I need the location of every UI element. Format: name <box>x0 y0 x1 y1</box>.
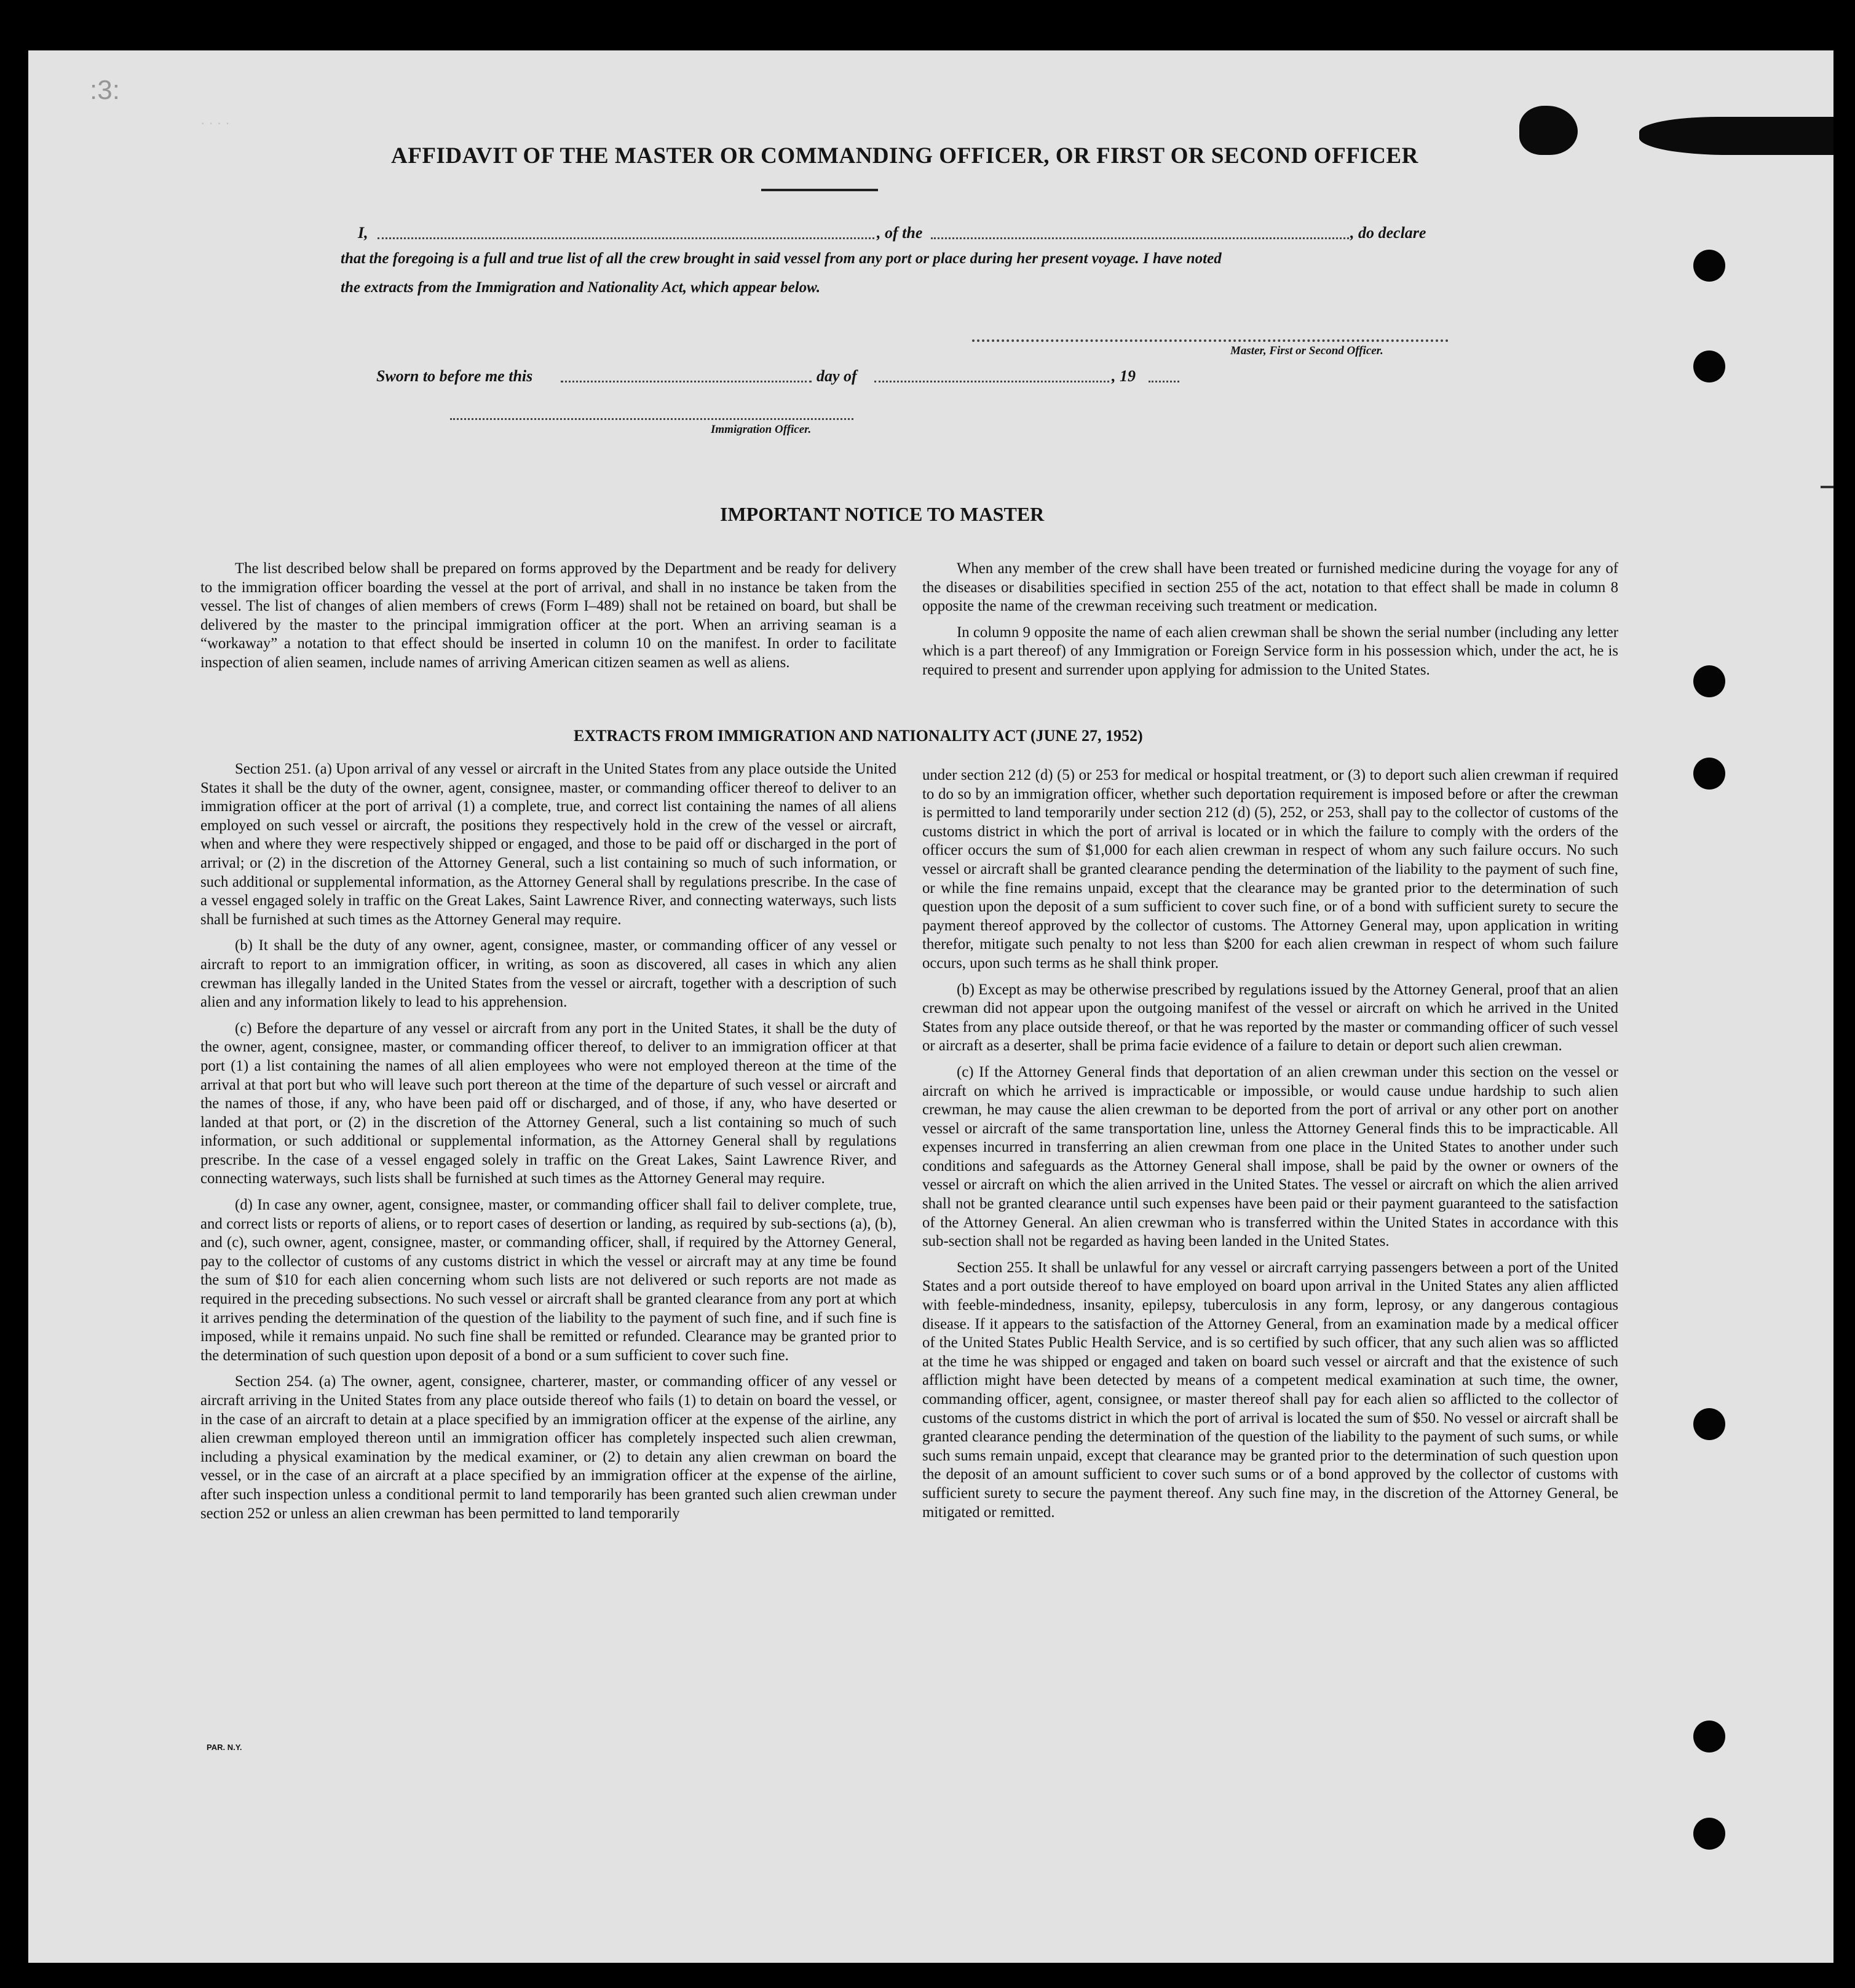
edge-tick-mark <box>1821 486 1833 488</box>
affidavit-statement-line1: that the foregoing is a full and true list of all the crew brought in said vessel from any port or place during her present voyage. I have noted <box>341 250 1222 267</box>
punch-hole <box>1693 1408 1725 1440</box>
punch-hole <box>1693 1721 1725 1752</box>
extract-paragraph: (c) Before the departure of any vessel or aircraft from any port in the United States, it shall be the duty of the owner, agent, consignee, master, or commanding officer thereof, to deliver to an immigration officer at that port (1) a list containing the names of all alien employees who were not employed thereon at the time of the arrival at that port but who will leave such port thereon at the time of the departure of such vessel or aircraft and the names of those, if any, who have been paid off or discharged, and of those, if any, who have deserted or landed at that port, or (2) in the discretion of the Attorney General, such a list containing so much of such information, or such additional or supplemental information, as the Attorney General shall by regulations prescribe. In the case of a vessel engaged solely in traffic on the Great Lakes, Saint Lawrence River, and connecting waterways, such lists shall be furnished at such times as the Attorney General may require. <box>200 1020 896 1187</box>
affidavit-title: AFFIDAVIT OF THE MASTER OR COMMANDING OFFICER, OR FIRST OR SECOND OFFICER <box>391 143 1418 168</box>
of-the-label: , of the <box>877 224 923 242</box>
declarant-name-line <box>378 237 874 239</box>
document-page <box>28 50 1833 1963</box>
extract-paragraph: (c) If the Attorney General finds that deportation of an alien crewman under this section on the vessel or aircraft on which he arrived is impracticable or impossible, or would cause undue hardship to such alien crewman, he may cause the alien crewman to be deported from the port of arrival or any other port on another vessel or aircraft of the same transportation line, unless the Attorney General finds this to be impracticable. All expenses incurred in transferring an alien crewman from one place in the United States to another under such conditions and safeguards as the Attorney General shall impose, shall be paid by the owner or owners of the vessel or aircraft on which the alien arrived in the United States. The vessel or aircraft on which the alien arrived shall not be granted clearance until such expenses have been paid or their payment guaranteed to the satisfaction of the Attorney General. An alien crewman who is transferred within the United States in accordance with this sub-section shall not be regarded as having been landed in the United States. <box>922 1063 1618 1250</box>
extract-paragraph: under section 212 (d) (5) or 253 for medical or hospital treatment, or (3) to deport such alien crewman if required to do so by an immigration officer, whether such deportation requirement is imposed before or after the crewman is permitted to land temporarily under section 212 (d) (5), 252, or 253, shall pay to the collector of customs of the customs district in which the port of arrival is located or in which the failure to comply with the orders of the officer occurs the sum of $1,000 for each alien crewman in respect of whom any such failure occurs. No such vessel or aircraft shall be granted clearance pending the determination of the liability to the payment of such fine, or while the fine remains unpaid, except that the clearance may be granted prior to the determination of such question upon the deposit of a sum sufficient to cover such fine, or of a bond with sufficient surety to secure the payment thereof approved by the collector of customs. The Attorney General may, upon application in writing therefor, mitigate such penalty to not less than $200 for each alien crewman in respect of whom such failure occurs, upon such terms as he shall think proper. <box>922 767 1618 972</box>
master-signature-line <box>972 339 1449 342</box>
sworn-month-line <box>874 381 1109 382</box>
printer-mark: PAR. N.Y. <box>207 1743 242 1752</box>
extract-paragraph: Section 251. (a) Upon arrival of any vessel or aircraft in the United States from any place outside the United States it shall be the duty of the owner, agent, consignee, master, or commanding officer thereof to deliver to an immigration officer at the port of arrival (1) a complete, true, and correct list containing the names of all aliens employed on such vessel or aircraft, the positions they respectively hold in the crew of the vessel or aircraft, when and where they were respectively shipped or engaged, and those to be paid off or discharged in the port of arrival; or (2) in the discretion of the Attorney General, such a list containing so much of such information, or such additional or supplemental information, as the Attorney General shall by regulations prescribe. In the case of a vessel engaged solely in traffic on the Great Lakes, Saint Lawrence River, and connecting waterways, such lists shall be furnished at such times as the Attorney General may require. <box>200 761 896 928</box>
day-of-label: day of <box>817 367 857 385</box>
title-rule <box>761 189 878 191</box>
extracts-right-column <box>922 766 1618 1522</box>
punch-hole <box>1693 758 1725 790</box>
extract-paragraph: (b) It shall be the duty of any owner, agent, consignee, master, or commanding officer of any vessel or aircraft to report to an immigration officer, in writing, as soon as discovered, all cases in which any alien crewman has illegally landed in the United States from the vessel or aircraft, together with a description of such alien and any information likely to lead to his apprehension. <box>200 937 896 1011</box>
sworn-year-line <box>1149 381 1179 382</box>
corner-scan-mark: :3: <box>90 75 120 105</box>
extract-paragraph: (b) Except as may be otherwise prescribed by regulations issued by the Attorney General, proof that an alien crewman did not appear upon the outgoing manifest of the vessel or aircraft on which he arrived in the United States from any place outside thereof, or that he was reported by the master or commanding officer of such vessel or aircraft as a deserter, shall be prima facie evidence of a failure to detain or deport such alien crewman. <box>922 981 1618 1055</box>
notice-left-paragraph: The list described below shall be prepared on forms approved by the Department and be ready for delivery to the immigration officer boarding the vessel at the port of arrival, and shall in no instance be taken from the vessel. The list of changes of alien members of crews (Form I–489) shall not be retained on board, but shall be delivered by the master to the principal immigration officer at the port. When an arriving seaman is a “workaway” a notation to that effect should be inserted in column 10 on the manifest. In order to facilitate inspection of alien seamen, include names of arriving American citizen seamen as well as aliens. <box>200 560 896 671</box>
declarant-label: I, <box>358 224 368 242</box>
ink-smudge-edge <box>1639 117 1833 155</box>
master-signature-label: Master, First or Second Officer. <box>1230 344 1383 357</box>
year-label: , 19 <box>1112 367 1136 385</box>
notice-right-paragraph: In column 9 opposite the name of each alien crewman shall be shown the serial number (including any letter which is a part thereof) of any Immigration or Foreign Service form in his possession which, under the act, he is required to present and surrender upon applying for admission to the United States. <box>922 624 1618 678</box>
ink-smudge <box>1519 106 1578 155</box>
affidavit-statement-line2: the extracts from the Immigration and Nationality Act, which appear below. <box>341 279 821 296</box>
vessel-name-line <box>931 237 1349 239</box>
punch-hole <box>1693 1818 1725 1850</box>
extract-paragraph: Section 255. It shall be unlawful for any vessel or aircraft carrying passengers between a port of the United States and a port outside thereof to have employed on board upon arrival in the United States any alien afflicted with feeble-mindedness, insanity, epilepsy, tuberculosis in any form, leprosy, or any dangerous contagious disease. If it appears to the satisfaction of the Attorney General, from an examination made by a medical officer of the United States Public Health Service, and is so certified by such officer, that any such alien was so afflicted at the time he was shipped or engaged and taken on board such vessel or aircraft and that the existence of such affliction might have been detected by means of a competent medical examination at such time, the owner, commanding officer, agent, consignee, or master thereof shall pay for each alien so afflicted to the collector of customs of the customs district in which the port of arrival is located the sum of $50. No vessel or aircraft shall be granted clearance pending the determination of the question of the liability to the payment of such sums, or while such sums remain unpaid, except that clearance may be granted prior to the determination of such question upon the deposit of an amount sufficient to cover such sums or of a bond approved by the collector of customs with sufficient surety to secure the payment thereof. Any such fine may, in the discretion of the Attorney General, be mitigated or remitted. <box>922 1259 1618 1521</box>
sworn-label: Sworn to before me this <box>376 367 533 385</box>
immigration-officer-label: Immigration Officer. <box>711 423 812 436</box>
extract-paragraph: Section 254. (a) The owner, agent, consignee, charterer, master, or commanding officer of any vessel or aircraft arriving in the United States from any place outside thereof who fails (1) to detain on board the vessel, or in the case of an aircraft to detain at a place specified by an immigration officer at the expense of the airline, any alien crewman employed thereon until an immigration officer has completely inspected such alien crewman, including a physical examination by the medical examiner, or (2) to detain any alien crewman on board the vessel, or in the case of an aircraft at a place specified by an immigration officer at the expense of the airline, after such inspection unless a conditional permit to land temporarily has been granted such alien crewman under section 252 or unless an alien crewman has been permitted to land temporarily <box>200 1373 896 1522</box>
notice-left-column <box>200 560 896 673</box>
notice-right-column <box>922 560 1618 680</box>
notice-title: IMPORTANT NOTICE TO MASTER <box>720 503 1045 525</box>
do-declare-label: , do declare <box>1350 224 1426 242</box>
notice-right-paragraph: When any member of the crew shall have been treated or furnished medicine during the voyage for any of the diseases or disabilities specified in section 255 of the act, notation to that effect shall be made in column 8 opposite the name of the crewman receiving such treatment or medication. <box>922 560 1618 615</box>
punch-hole <box>1693 665 1725 697</box>
extract-paragraph: (d) In case any owner, agent, consignee, master, or commanding officer shall fail to deliver complete, true, and correct lists or reports of aliens, or to report cases of desertion or landing, as required by sub-sections (a), (b), and (c), such owner, agent, consignee, master, or commanding officer, shall, if required by the Attorney General, pay to the collector of customs of any customs district in which the vessel or aircraft may at any time be found the sum of $10 for each alien concerning whom such lists are not delivered or such reports are not made as required in the preceding subsections. No such vessel or aircraft shall be granted clearance from any port at which it arrives pending the determination of the question of the liability to the payment of such fine, and if such fine is imposed, while it remains unpaid. No such fine shall be remitted or refunded. Clearance may be granted prior to the determination of such question upon deposit of a bond or a sum sufficient to cover such fine. <box>200 1197 896 1364</box>
sworn-day-line <box>561 381 812 382</box>
extracts-left-column <box>200 760 896 1523</box>
punch-hole <box>1693 350 1725 382</box>
punch-hole <box>1693 250 1725 282</box>
extracts-heading: EXTRACTS FROM IMMIGRATION AND NATIONALITY ACT (JUNE 27, 1952) <box>574 727 1143 745</box>
bleed-through-text: · · · · <box>200 115 230 130</box>
immigration-officer-signature-line <box>450 418 853 420</box>
